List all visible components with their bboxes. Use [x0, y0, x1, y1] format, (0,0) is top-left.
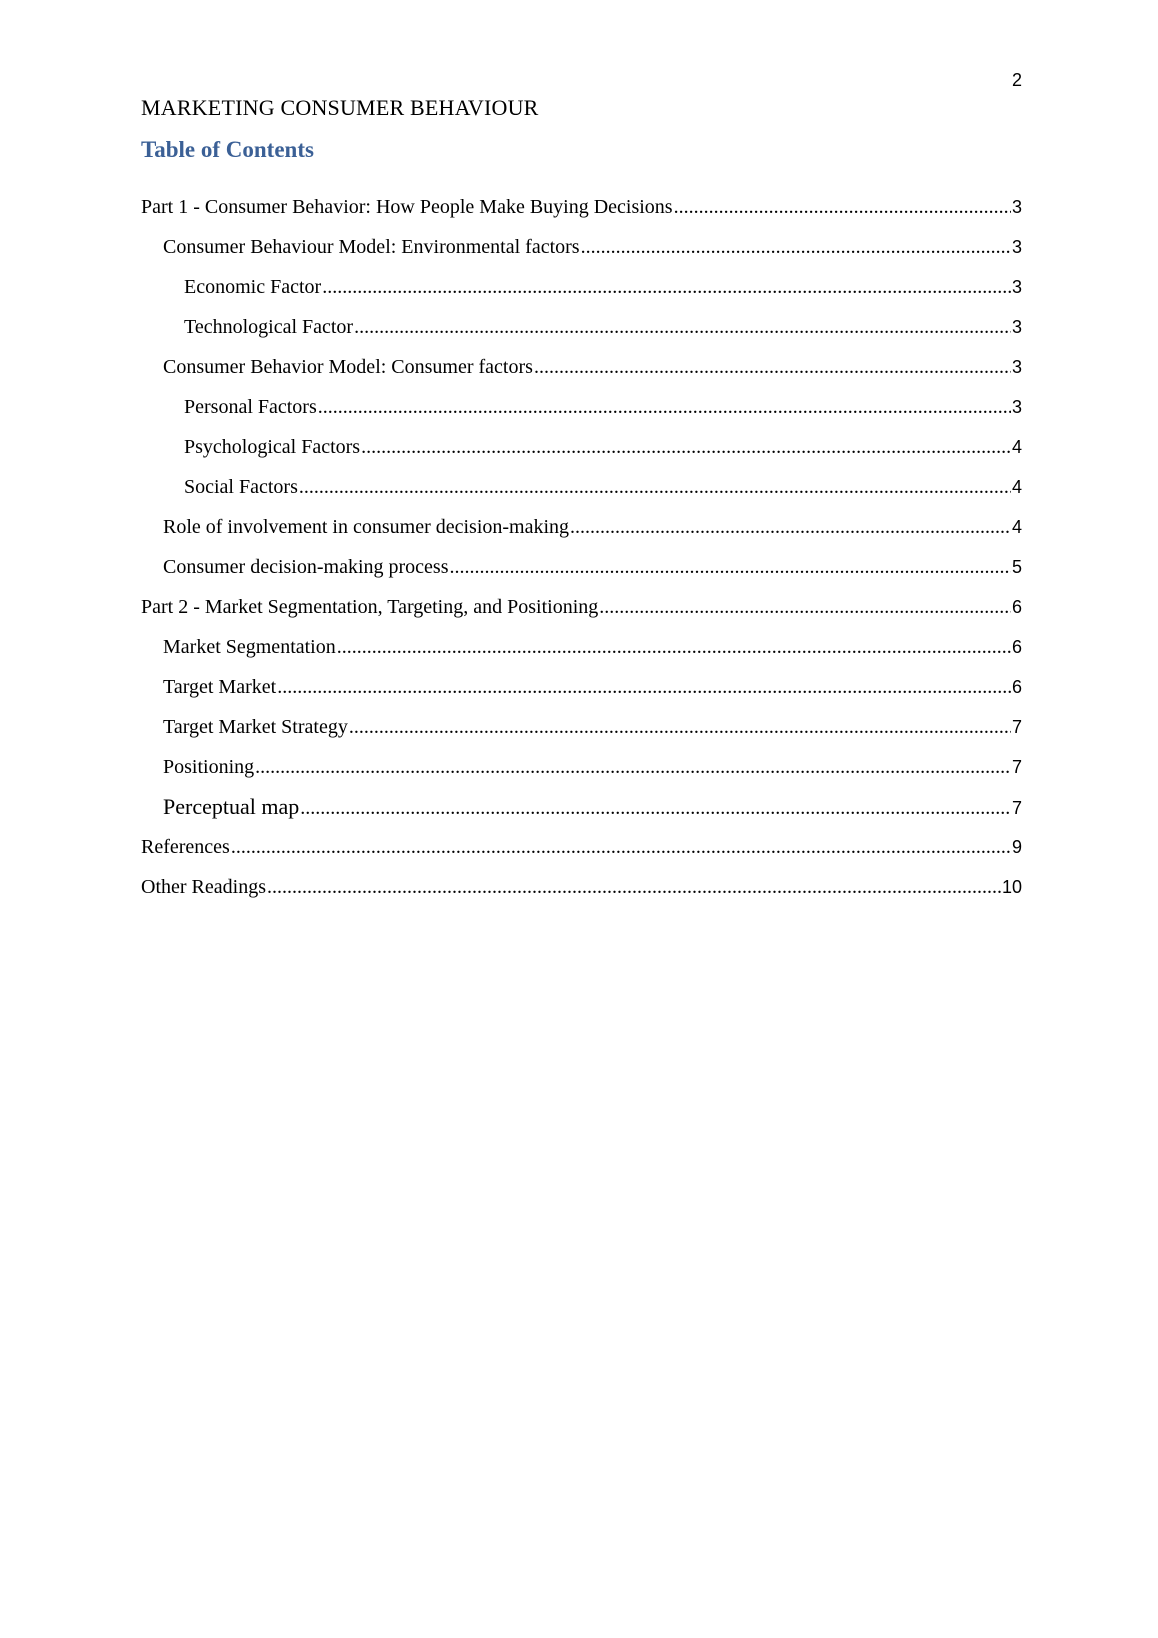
toc-entry-title[interactable]: Psychological Factors — [184, 436, 361, 458]
toc-entry-page[interactable]: 9 — [1011, 837, 1022, 857]
toc-entry-title[interactable]: Technological Factor — [184, 316, 354, 338]
toc-entry-title[interactable]: Other Readings — [141, 876, 266, 898]
toc-entry-title[interactable]: Role of involvement in consumer decision-making — [163, 516, 570, 538]
toc-entry-title[interactable]: Social Factors — [184, 476, 298, 498]
toc-entry-page[interactable]: 4 — [1011, 437, 1022, 457]
toc-dot-leader — [354, 315, 1011, 339]
toc-entry-page[interactable]: 3 — [1011, 397, 1022, 417]
toc-entry-page[interactable]: 7 — [1011, 798, 1022, 818]
toc-entry-page[interactable]: 10 — [1001, 877, 1022, 897]
toc-entry[interactable] — [141, 275, 1022, 315]
toc-entry-title[interactable]: Consumer Behavior Model: Consumer factors — [163, 356, 533, 378]
toc-dot-leader — [534, 355, 1011, 379]
toc-entry-page[interactable]: 6 — [1011, 637, 1022, 657]
table-of-contents — [141, 195, 1022, 915]
toc-entry-title[interactable]: Economic Factor — [184, 276, 322, 298]
toc-entry-title[interactable]: Target Market Strategy — [163, 716, 348, 738]
toc-heading: Table of Contents — [141, 137, 314, 162]
toc-entry[interactable] — [141, 835, 1022, 875]
toc-entry[interactable] — [141, 715, 1022, 755]
toc-dot-leader — [267, 875, 1001, 899]
toc-entry[interactable] — [141, 595, 1022, 635]
toc-entry[interactable] — [141, 875, 1022, 915]
toc-dot-leader — [361, 435, 1011, 459]
toc-dot-leader — [300, 796, 1011, 820]
toc-entry-page[interactable]: 3 — [1011, 357, 1022, 377]
toc-dot-leader — [322, 275, 1011, 299]
toc-entry[interactable] — [141, 515, 1022, 555]
toc-entry[interactable] — [141, 435, 1022, 475]
toc-entry-title[interactable]: References — [141, 836, 230, 858]
toc-entry-title[interactable]: Positioning — [163, 756, 255, 778]
toc-entry-page[interactable]: 6 — [1011, 597, 1022, 617]
toc-dot-leader — [255, 755, 1011, 779]
toc-dot-leader — [231, 835, 1011, 859]
toc-entry-page[interactable]: 3 — [1011, 197, 1022, 217]
running-head: MARKETING CONSUMER BEHAVIOUR — [141, 95, 539, 120]
toc-entry-page[interactable]: 3 — [1011, 317, 1022, 337]
toc-entry[interactable] — [141, 235, 1022, 275]
toc-entry-page[interactable]: 3 — [1011, 237, 1022, 257]
toc-entry-title[interactable]: Part 2 - Market Segmentation, Targeting, and Positioning — [141, 596, 599, 618]
toc-dot-leader — [599, 595, 1011, 619]
toc-entry-page[interactable]: 7 — [1011, 757, 1022, 777]
toc-dot-leader — [337, 635, 1011, 659]
toc-entry-title[interactable]: Part 1 - Consumer Behavior: How People Make Buying Decisions — [141, 196, 673, 218]
toc-dot-leader — [277, 675, 1011, 699]
toc-entry-title[interactable]: Perceptual map — [163, 794, 300, 819]
toc-entry-title[interactable]: Consumer Behaviour Model: Environmental factors — [163, 236, 580, 258]
toc-dot-leader — [570, 515, 1011, 539]
toc-entry-title[interactable]: Personal Factors — [184, 396, 317, 418]
toc-entry[interactable] — [141, 315, 1022, 355]
toc-dot-leader — [349, 715, 1011, 739]
toc-dot-leader — [450, 555, 1011, 579]
toc-entry[interactable] — [141, 755, 1022, 795]
toc-entry[interactable] — [141, 475, 1022, 515]
toc-entry[interactable] — [141, 635, 1022, 675]
toc-entry[interactable] — [141, 675, 1022, 715]
toc-entry[interactable] — [141, 795, 1022, 835]
toc-entry-page[interactable]: 6 — [1011, 677, 1022, 697]
toc-entry-page[interactable]: 4 — [1011, 477, 1022, 497]
toc-entry-page[interactable]: 5 — [1011, 557, 1022, 577]
toc-dot-leader — [318, 395, 1011, 419]
toc-entry-page[interactable]: 7 — [1011, 717, 1022, 737]
toc-entry-page[interactable]: 3 — [1011, 277, 1022, 297]
page-number: 2 — [1011, 70, 1022, 90]
toc-entry-title[interactable]: Target Market — [163, 676, 277, 698]
toc-entry[interactable] — [141, 555, 1022, 595]
toc-entry[interactable] — [141, 195, 1022, 235]
toc-entry-title[interactable]: Market Segmentation — [163, 636, 336, 658]
toc-dot-leader — [674, 195, 1011, 219]
toc-dot-leader — [581, 235, 1011, 259]
toc-entry-title[interactable]: Consumer decision-making process — [163, 556, 449, 578]
toc-entry[interactable] — [141, 355, 1022, 395]
toc-entry-page[interactable]: 4 — [1011, 517, 1022, 537]
toc-entry[interactable] — [141, 395, 1022, 435]
toc-dot-leader — [299, 475, 1011, 499]
